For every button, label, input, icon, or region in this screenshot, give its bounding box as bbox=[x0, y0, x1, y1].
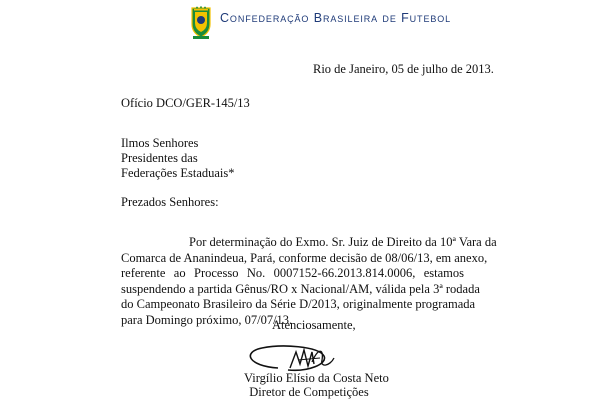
closing: Atenciosamente, bbox=[272, 318, 356, 332]
recipient-line: Ilmos Senhores bbox=[121, 136, 199, 150]
body-paragraph bbox=[121, 235, 497, 328]
body-line: do Campeonato Brasileiro da Série D/2013, originalmente programada bbox=[121, 297, 476, 311]
recipient-line: Presidentes das bbox=[121, 151, 198, 165]
body-line: referente ao Processo No. 0007152-66.2013.814.0006, estamos bbox=[121, 266, 464, 280]
recipients-block bbox=[121, 136, 235, 181]
body-line: Por determinação do Exmo. Sr. Juiz de Direito da 10ª Vara da bbox=[189, 235, 497, 249]
signer-title: Diretor de Competições bbox=[249, 385, 369, 399]
signer-block bbox=[244, 371, 389, 399]
recipient-line: Federações Estaduais* bbox=[121, 166, 235, 180]
letterhead bbox=[190, 6, 610, 40]
letter-reference: Ofício DCO/GER-145/13 bbox=[121, 96, 250, 110]
organization-name: Confederação Brasileira de Futebol bbox=[220, 11, 452, 25]
body-line: suspendendo a partida Gênus/RO x Nacional/AM, válida pela 3ª rodada bbox=[121, 281, 480, 296]
salutation: Prezados Senhores: bbox=[121, 195, 219, 209]
signer-name: Virgílio Elísio da Costa Neto bbox=[244, 371, 389, 385]
body-line: Comarca de Ananindeua, Pará, conforme decisão de 08/06/13, em anexo, bbox=[121, 250, 488, 265]
cbf-crest-logo bbox=[190, 6, 212, 40]
letter-date: Rio de Janeiro, 05 de julho de 2013. bbox=[313, 62, 494, 76]
body-line: para Domingo próximo, 07/07/13. bbox=[121, 312, 293, 327]
